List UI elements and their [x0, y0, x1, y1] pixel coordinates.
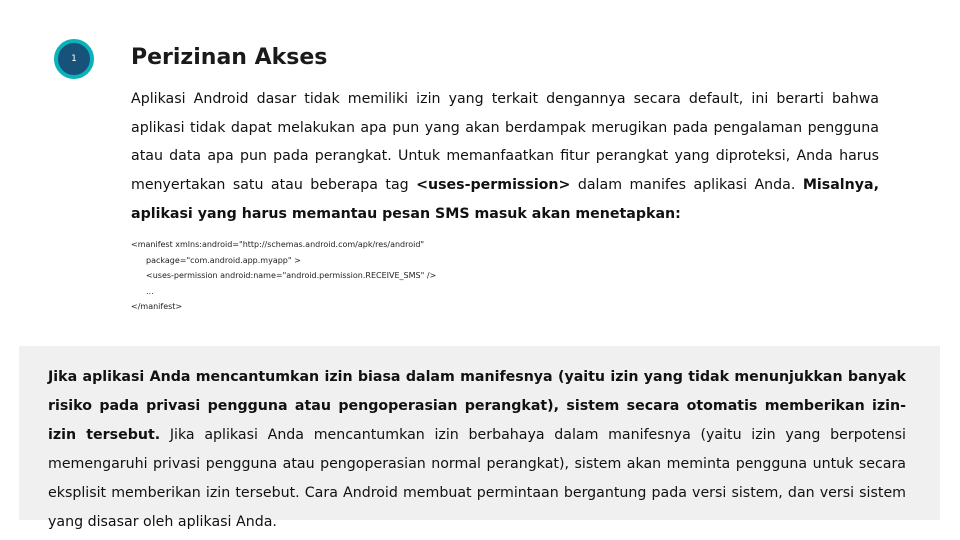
code-line: ... [146, 286, 154, 296]
intro-paragraph [131, 85, 879, 229]
slide-title: Perizinan Akses [131, 45, 328, 70]
note-paragraph [48, 363, 906, 537]
manifest-code-snippet [131, 237, 436, 315]
slide-number-badge [54, 39, 94, 79]
uses-permission-tag: <uses-permission> [416, 177, 571, 194]
note-bold-text: Jika aplikasi Anda mencantumkan izin biasa dalam manifesnya (yaitu izin yang tidak menunjukkan banyak risiko pada privasi pengguna atau pengoperasian perangkat), sistem secara otomatis memberikan izin-izin tersebut. [48, 369, 906, 443]
code-line: package="com.android.app.myapp" > [146, 255, 301, 265]
code-line: </manifest> [131, 302, 183, 311]
code-line: <uses-permission android:name="android.permission.RECEIVE_SMS" /> [146, 271, 437, 280]
intro-text-part1: Aplikasi Android dasar tidak memiliki izin yang terkait dengannya secara default, ini berarti bahwa aplikasi tidak dapat melakukan apa pun yang akan berdampak merugikan pada pengalaman pengguna atau data apa pun pada perangkat. Untuk memanfaatkan fitur perangkat yang diproteksi, Anda harus menyertakan satu atau beberapa tag [131, 91, 879, 194]
slide-number: 1 [71, 54, 77, 64]
code-line: <manifest xmlns:android="http://schemas.android.com/apk/res/android" [131, 240, 425, 249]
note-regular-text: Jika aplikasi Anda mencantumkan izin berbahaya dalam manifesnya (yaitu izin yang berpotensi memengaruhi privasi pengguna atau pengoperasian normal perangkat), sistem akan meminta pengguna untuk secara eksplisit memberikan izin tersebut. Cara Android membuat permintaan bergantung pada versi sistem, dan versi sistem yang disasar oleh aplikasi Anda. [48, 427, 906, 530]
intro-example-lead: Misalnya, aplikasi yang harus memantau pesan SMS masuk akan menetapkan: [131, 177, 879, 222]
intro-text-part2: dalam manifes aplikasi Anda. [570, 177, 803, 194]
